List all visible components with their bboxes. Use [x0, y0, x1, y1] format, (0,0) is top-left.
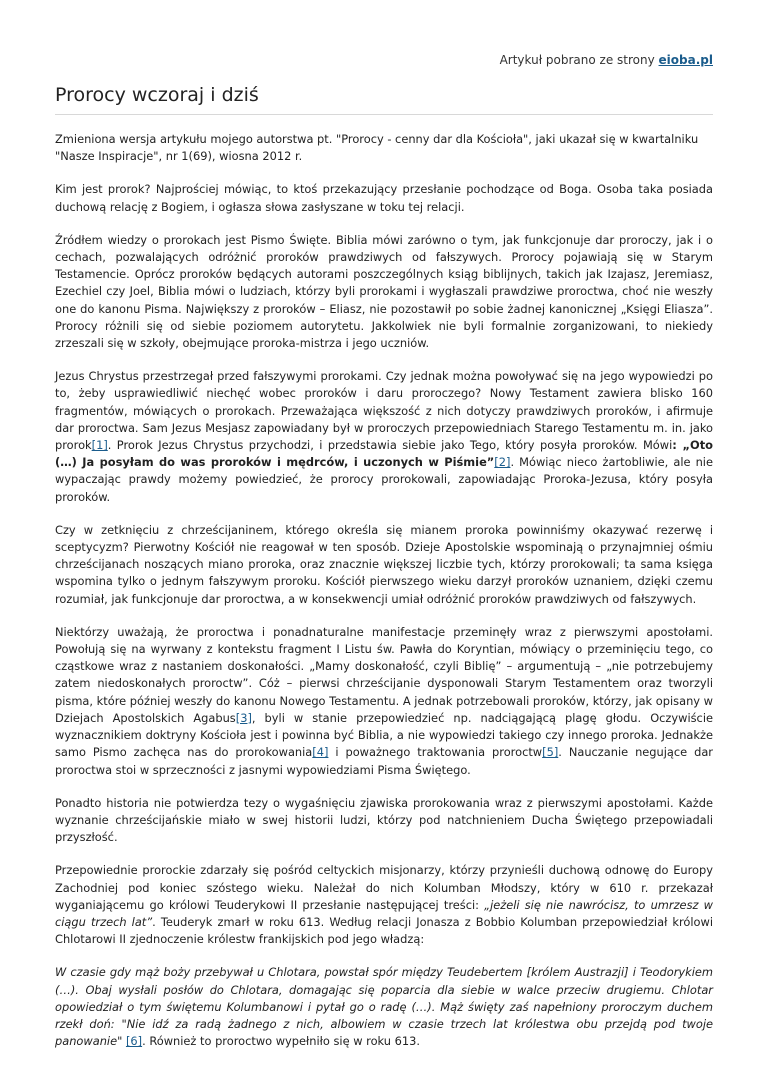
paragraph-4-quote: : „Oto (…) Ja posyłam do was proroków i mędrców, i uczonych w Piśmie”	[55, 438, 713, 470]
title-divider	[55, 114, 713, 115]
footnote-link-6[interactable]: [6]	[125, 1034, 143, 1049]
paragraph-5: Czy w zetknięciu z chrześcijaninem, którego określa się mianem proroka powinniśmy okazywać rezerwę i sceptycyzm? Pierwotny Kościół nie reagował w ten sposób. Dzieje Apostolskie wspominają o przynajmniej ośmiu chrześcijanach noszących miano proroka, oraz znacznie większej liczbie tych, którzy prorokowali; ta sama księga wspomina tylko o jednym fałszywym proroku. Kościół pierwszego wieku darzył proroków uznaniem, dzięki czemu rozumiał, jak funkcjonuje dar proroctwa, a w konsekwencji umiał odróżnić proroków prawdziwych od fałszywych.	[55, 522, 713, 606]
footnote-link-3[interactable]: [3]	[235, 710, 252, 725]
paragraph-9-text-b: . Również to proroctwo wypełniło się w roku 613.	[142, 1034, 420, 1049]
paragraph-8-quote: „jeżeli się nie nawrócisz, to umrzesz w ciągu trzech lat”	[55, 897, 713, 929]
paragraph-6-text-d: . Nauczanie negujące dar proroctwa stoi w sprzeczności z jasnymi wypowiedziami Pisma Świętego.	[55, 745, 713, 777]
paragraph-6	[55, 624, 713, 779]
source-prefix: Artykuł pobrano ze strony	[499, 53, 659, 67]
paragraph-3: Źródłem wiedzy o prorokach jest Pismo Święte. Biblia mówi zarówno o tym, jak funkcjonuje dar proroczy, jak i o cechach, pozwalających odróżnić proroków prawdziwych od fałszywych. Prorocy pojawiają się w Starym Testamencie. Oprócz proroków będących autorami poszczególnych ksiąg biblijnych, takich jak Izajasz, Jeremiasz, Ezechiel czy Joel, Biblia mówi o ludziach, którzy byli prorokami i wygłaszali prawdziwe proroctwa, choć nie weszły one do kanonu Pisma. Największy z proroków – Eliasz, nie pozostawił po sobie żadnej kanonicznej „Księgi Eliasza”. Prorocy różnili się od siebie poziomem autorytetu. Jakkolwiek nie byli formalnie zorganizowani, to niekiedy zrzeszali się w szkoły, obejmujące proroka-mistrza i jego uczniów.	[55, 232, 713, 351]
paragraph-8-text-a: Przepowiednie prorockie zdarzały się pośród celtyckich misjonarzy, którzy przynieśli duchową odnowę do Europy Zachodniej pod koniec szóstego wieku. Należał do nich Kolumban Młodszy, który w 610 r. przekazał wyganiającemu go królowi Teuderykowi II przesłanie następującej treści:	[55, 863, 713, 912]
paragraph-9-quote: W czasie gdy mąż boży przebywał u Chlotara, powstał spór między Teudebertem [królem Austrazji] i Teodorykiem (…). Obaj wysłali posłów do Chlotara, domagając się poparcia dla siebie w walce przeciw drugiemu. Chlotar opowiedział o tym świętemu Kolumbanowi i pytał go o radę (…). Mąż święty zaś napełniony proroczym duchem rzekł doń: "Nie idź za radą żadnego z nich, albowiem w czasie trzech lat królestwa obu przejdą pod twoje panowanie"	[55, 965, 713, 1049]
article-body	[55, 131, 713, 1066]
paragraph-6-text-c: i poważnego traktowania proroctw	[328, 745, 543, 760]
paragraph-6-text-a: Niektórzy uważają, że proroctwa i ponadnaturalne manifestacje przeminęły wraz z pierwszymi apostołami. Powołują się na wyrwany z kontekstu fragment I Listu św. Pawła do Koryntian, mówiący o przeminięciu tego, co cząstkowe wraz z nastaniem doskonałości. „Mamy doskonałość, czyli Biblię” – argumentują – „nie potrzebujemy zatem niedoskonałych proroctw”. Cóż – pierwsi chrześcijanie dysponowali Starym Testamentem oraz tworzyli pisma, które później weszły do kanonu Nowego Testamentu. A jednak potrzebowali proroków, którzy, jak opisany w Dziejach Apostolskich Agabus	[55, 624, 713, 725]
paragraph-1: Zmieniona wersja artykułu mojego autorstwa pt. "Prorocy - cenny dar dla Kościoła", jaki ukazał się w kwartalniku "Nasze Inspiracje", nr 1(69), wiosna 2012 r.	[55, 132, 699, 164]
paragraph-8	[55, 862, 713, 948]
paragraph-8-text-b: . Teuderyk zmarł w roku 613. Według relacji Jonasza z Bobbio Kolumban przepowiedział królowi Chlotarowi II zjednoczenie królestw frankijskich pod jego władzą:	[55, 914, 714, 947]
article-title: Prorocy wczoraj i dziś	[55, 84, 259, 106]
paragraph-2: Kim jest prorok? Najprościej mówiąc, to ktoś przekazujący przesłanie pochodzące od Boga. Osoba taka posiada duchową relację z Bogiem, i ogłasza słowa zasłyszane w toku tej relacji.	[55, 182, 713, 214]
source-attribution	[500, 53, 713, 67]
source-link[interactable]: eioba.pl	[658, 53, 713, 67]
paragraph-6-text-b: , byli w stanie przepowiedzieć np. nadciągającą plagę głodu. Oczywiście wyznacznikiem doktryny Kościoła jest i powinna być Biblia, a nie wypowiedzi takiego czy innego proroka. Jednakże samo Pismo zachęca nas do prorokowania	[55, 710, 713, 760]
paragraph-9	[55, 964, 713, 1050]
paragraph-4-text-c: . Mówiąc nieco żartobliwie, ale nie wypaczając prawdy możemy powiedzieć, że prorocy prorokowali, zapowiadając Proroka-Jezusa, który posyła proroków.	[55, 455, 713, 504]
paragraph-7: Ponadto historia nie potwierdza tezy o wygaśnięciu zjawiska prorokowania wraz z pierwszymi apostołami. Każde wyznanie chrześcijańskie miało w swej historii ludzi, którzy pod natchnieniem Ducha Świętego przepowiadali przyszłość.	[55, 795, 713, 845]
paragraph-4-text-a: Jezus Chrystus przestrzegał przed fałszywymi prorokami. Czy jednak można powoływać się na jego wypowiedzi po to, żeby usprawiedliwić niechęć wobec proroków i daru proroczego? Nowy Testament zawiera blisko 160 fragmentów, mówiących o prorokach. Przeważająca większość z nich dotyczy prawdziwych proroków, i afirmuje dar proroctwa. Sam Jezus Mesjasz zapowiadany był w proroczych przepowiedniach Starego Testamentu m. in. jako prorok	[55, 369, 713, 453]
footnote-link-1[interactable]: [1]	[91, 438, 108, 453]
footnote-link-5[interactable]: [5]	[542, 745, 559, 760]
paragraph-4-text-b: . Prorok Jezus Chrystus przychodzi, i przedstawia siebie jako Tego, który posyła proroków. Mówi	[107, 438, 673, 453]
paragraph-4	[55, 368, 713, 506]
footnote-link-2[interactable]: [2]	[494, 455, 511, 470]
footnote-link-4[interactable]: [4]	[312, 745, 329, 760]
